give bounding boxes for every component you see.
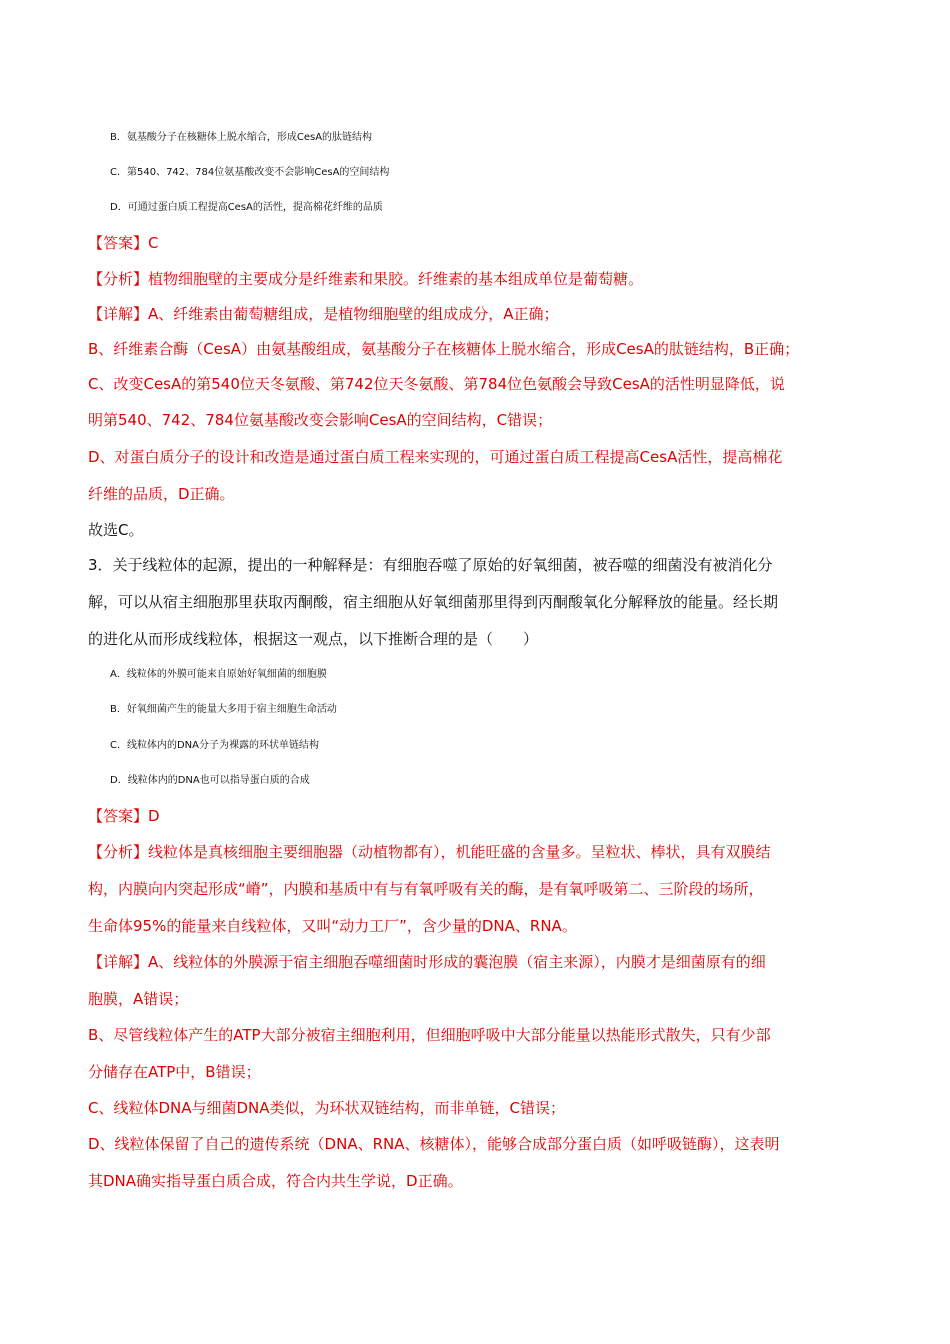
q3-answer: 【答案】D — [88, 807, 160, 825]
q2-detail-c-line1: C、改变CesA的第540位天冬氨酸、第742位天冬氨酸、第784位色氨酸会导致CesA的活性明显降低，说 — [88, 375, 785, 393]
q2-analysis: 【分析】植物细胞壁的主要成分是纤维素和果胶。纤维素的基本组成单位是葡萄糖。 — [88, 270, 644, 288]
q2-detail-a: 【详解】A、纤维素由葡萄糖组成，是植物细胞壁的组成成分，A正确； — [88, 305, 559, 323]
q2-option-b: B．氨基酸分子在核糖体上脱水缩合，形成CesA的肽链结构 — [110, 132, 373, 143]
q3-detail-a-line1: 【详解】A、线粒体的外膜源于宿主细胞吞噬细菌时形成的囊泡膜（宿主来源），内膜才是细菌原有的细 — [88, 953, 766, 971]
q2-detail-c-line2: 明第540、742、784位氨基酸改变会影响CesA的空间结构，C错误； — [88, 411, 553, 429]
q2-detail-d-line1: D、对蛋白质分子的设计和改造是通过蛋白质工程来实现的，可通过蛋白质工程提高CesA活性，提高棉花 — [88, 448, 783, 466]
q3-detail-b-line2: 分储存在ATP中，B错误； — [88, 1063, 261, 1081]
q2-choose: 故选C。 — [88, 521, 144, 539]
q3-stem-line1: 3．关于线粒体的起源，提出的一种解释是：有细胞吞噬了原始的好氧细菌，被吞噬的细菌没有被消化分 — [88, 556, 773, 574]
q3-detail-a-line2: 胞膜，A错误； — [88, 990, 189, 1008]
q3-option-d: D．线粒体内的DNA也可以指导蛋白质的合成 — [110, 775, 310, 786]
q2-detail-d-line2: 纤维的品质，D正确。 — [88, 485, 235, 503]
q3-analysis-line1: 【分析】线粒体是真核细胞主要细胞器（动植物都有），机能旺盛的含量多。呈粒状、棒状，具有双膜结 — [88, 843, 771, 861]
q3-detail-b-line1: B、尽管线粒体产生的ATP大部分被宿主细胞利用，但细胞呼吸中大部分能量以热能形式散失，只有少部 — [88, 1026, 771, 1044]
q3-stem-line2: 解，可以从宿主细胞那里获取丙酮酸，宿主细胞从好氧细菌那里得到丙酮酸氧化分解释放的能量。经长期 — [88, 593, 779, 611]
q3-detail-d-line1: D、线粒体保留了自己的遗传系统（DNA、RNA、核糖体），能够合成部分蛋白质（如呼吸链酶），这表明 — [88, 1135, 780, 1153]
q2-answer: 【答案】C — [88, 234, 159, 252]
q3-detail-d-line2: 其DNA确实指导蛋白质合成，符合内共生学说，D正确。 — [88, 1172, 463, 1190]
q2-option-d: D．可通过蛋白质工程提高CesA的活性，提高棉花纤维的品质 — [110, 202, 383, 213]
q3-analysis-line3: 生命体95%的能量来自线粒体，又叫“动力工厂”，含少量的DNA、RNA。 — [88, 917, 577, 935]
q2-detail-b: B、纤维素合酶（CesA）由氨基酸组成，氨基酸分子在核糖体上脱水缩合，形成CesA的肽链结构，B正确； — [88, 340, 800, 358]
q2-option-c: C．第540、742、784位氨基酸改变不会影响CesA的空间结构 — [110, 167, 390, 178]
q3-option-a: A．线粒体的外膜可能来自原始好氧细菌的细胞膜 — [110, 669, 327, 680]
q3-analysis-line2: 构，内膜向内突起形成“嵴”，内膜和基质中有与有氧呼吸有关的酶，是有氧呼吸第二、三阶段的场所， — [88, 880, 764, 898]
q3-option-c: C．线粒体内的DNA分子为裸露的环状单链结构 — [110, 740, 320, 751]
q3-detail-c: C、线粒体DNA与细菌DNA类似，为环状双链结构，而非单链，C错误； — [88, 1099, 566, 1117]
q3-stem-line3: 的进化从而形成线粒体，根据这一观点，以下推断合理的是（ ） — [88, 630, 539, 648]
q3-option-b: B．好氧细菌产生的能量大多用于宿主细胞生命活动 — [110, 704, 337, 715]
